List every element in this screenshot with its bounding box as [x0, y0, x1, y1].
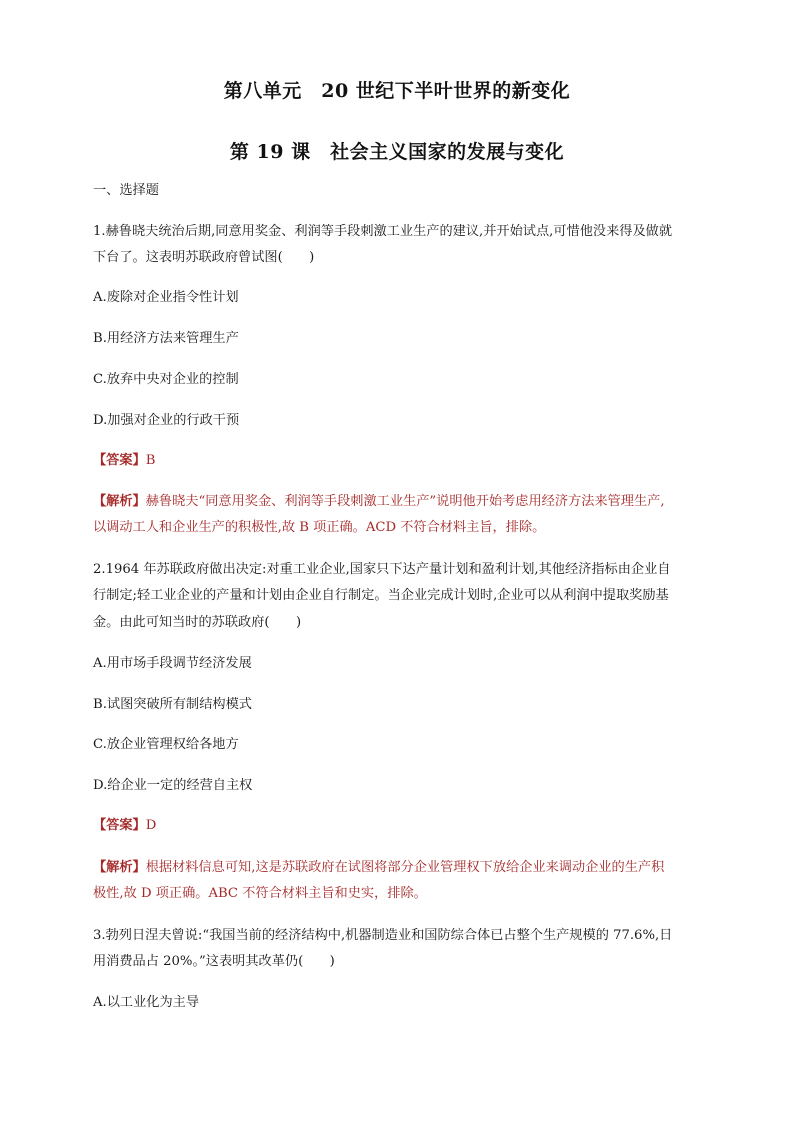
question-2-option-d: D.给企业一定的经营自主权: [93, 778, 253, 793]
question-1-option-b: B.用经济方法来管理生产: [93, 331, 239, 346]
analysis-tag: 【解析】: [93, 860, 146, 875]
question-1-analysis-line-2: 以调动工人和企业生产的积极性,故 B 项正确。ACD 不符合材料主旨，排除。: [93, 520, 546, 535]
question-1-option-d: D.加强对企业的行政干预: [93, 413, 240, 428]
question-2-option-c: C.放企业管理权给各地方: [93, 737, 239, 752]
question-1-stem-line-2: 下台了。这表明苏联政府曾试图( ): [93, 250, 315, 265]
question-1-option-c: C.放弃中央对企业的控制: [93, 372, 239, 387]
question-3-stem-line-1: 3.勃列日涅夫曾说:“我国当前的经济结构中,机器制造业和国防综合体已占整个生产规模的 77.6%,日: [93, 928, 673, 943]
answer-value: D: [145, 818, 157, 833]
section-heading: 一、选择题: [93, 183, 159, 198]
question-1-stem-line-1: 1.赫鲁晓夫统治后期,同意用奖金、利润等手段刺激工业生产的建议,并开始试点,可惜他没来得及做就: [93, 224, 673, 239]
question-2-answer: [93, 813, 713, 839]
answer-tag: 【答案】: [93, 818, 146, 833]
question-2-stem-line-1: 2.1964 年苏联政府做出决定:对重工业企业,国家只下达产量计划和盈利计划,其他经济指标由企业自: [93, 562, 671, 577]
question-2-stem-line-3: 金。由此可知当时的苏联政府( ): [93, 615, 302, 630]
analysis-tag: 【解析】: [93, 494, 146, 509]
answer-tag: 【答案】: [93, 453, 146, 468]
question-3-option-a: A.以工业化为主导: [93, 995, 200, 1010]
question-2-analysis-line-1: [93, 855, 713, 881]
unit-title: 第八单元 20 世纪下半叶世界的新变化: [223, 80, 571, 102]
question-1-analysis-line-1: [93, 489, 713, 515]
question-3-stem-line-2: 用消费品占 20%。”这表明其改革仍( ): [93, 954, 335, 969]
question-2-stem-line-2: 行制定;轻工业企业的产量和计划由企业自行制定。当企业完成计划时,企业可以从利润中提取奖励基: [93, 588, 669, 603]
question-2-option-b: B.试图突破所有制结构模式: [93, 697, 252, 712]
analysis-text: 赫鲁晓夫“同意用奖金、利润等手段刺激工业生产”说明他开始考虑用经济方法来管理生产,: [145, 494, 665, 509]
lesson-title: 第 19 课 社会主义国家的发展与变化: [229, 141, 565, 163]
question-1-answer: [93, 448, 713, 474]
answer-value: B: [145, 453, 156, 468]
question-2-analysis-line-2: 极性,故 D 项正确。ABC 不符合材料主旨和史实，排除。: [93, 886, 427, 901]
analysis-text: 根据材料信息可知,这是苏联政府在试图将部分企业管理权下放给企业来调动企业的生产积: [145, 860, 665, 875]
question-1-option-a: A.废除对企业指令性计划: [93, 290, 239, 305]
question-2-option-a: A.用市场手段调节经济发展: [93, 656, 252, 671]
